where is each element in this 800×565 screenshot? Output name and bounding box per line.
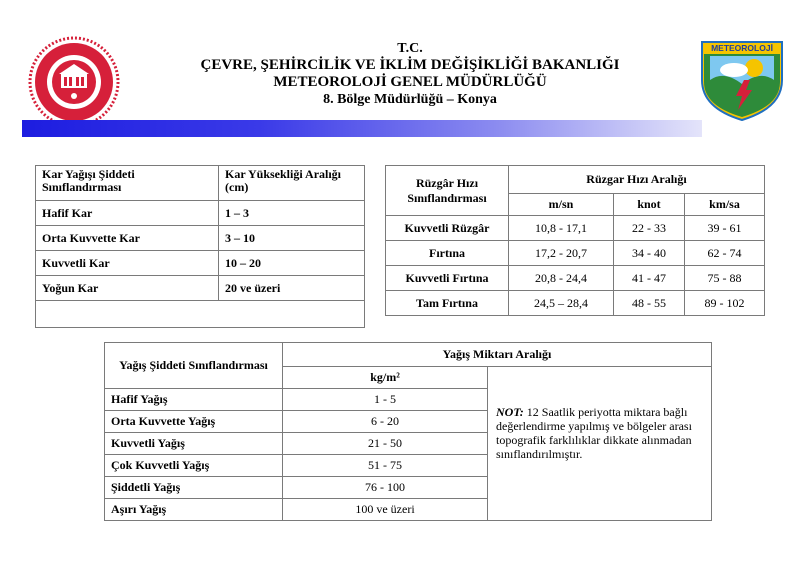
rain-row-value: 6 - 20	[283, 411, 488, 433]
snow-row-value: 20 ve üzeri	[219, 276, 365, 301]
wind-row-kmh: 62 - 74	[685, 241, 765, 266]
table-row	[386, 241, 765, 266]
wind-speed-table	[385, 165, 765, 316]
rain-row-label: Şiddetli Yağış	[105, 477, 283, 499]
snow-header-label: Kar Yağışı Şiddeti Sınıflandırması	[36, 166, 219, 201]
wind-row-ms: 20,8 - 24,4	[509, 266, 614, 291]
snow-row-value: 1 – 3	[219, 201, 365, 226]
wind-unit-kmh: km/sa	[685, 194, 765, 216]
table-row	[36, 276, 365, 301]
rain-intensity-table	[104, 342, 712, 521]
wind-row-kmh: 75 - 88	[685, 266, 765, 291]
rain-header-range: Yağış Miktarı Aralığı	[283, 343, 712, 367]
title-line-4: 8. Bölge Müdürlüğü – Konya	[323, 92, 497, 107]
wind-row-label: Tam Fırtına	[386, 291, 509, 316]
header	[0, 0, 800, 140]
snow-intensity-table	[35, 165, 365, 328]
rain-row-value: 100 ve üzeri	[283, 499, 488, 521]
meteorology-logo	[700, 40, 784, 122]
wind-row-ms: 24,5 – 28,4	[509, 291, 614, 316]
snow-empty-cell	[36, 301, 365, 328]
header-title	[130, 40, 690, 108]
rain-note	[488, 367, 712, 521]
table-row-empty	[36, 301, 365, 328]
wind-row-kmh: 39 - 61	[685, 216, 765, 241]
rain-row-value: 21 - 50	[283, 433, 488, 455]
rain-row-value: 51 - 75	[283, 455, 488, 477]
wind-header-range: Rüzgar Hızı Aralığı	[509, 166, 765, 194]
rain-unit: kg/m²	[283, 367, 488, 389]
rain-row-label: Kuvvetli Yağış	[105, 433, 283, 455]
table-row	[386, 266, 765, 291]
wind-row-ms: 17,2 - 20,7	[509, 241, 614, 266]
wind-row-label: Kuvvetli Fırtına	[386, 266, 509, 291]
wind-row-knot: 41 - 47	[614, 266, 685, 291]
note-text: 12 Saatlik periyotta miktara bağlı değerlendirme yapılmış ve bölgeler arası topografik farklılıklar dikkate alınmadan sınıflandırılmıştır.	[496, 405, 692, 461]
rain-header-label: Yağış Şiddeti Sınıflandırması	[105, 343, 283, 389]
rain-row-label: Aşırı Yağış	[105, 499, 283, 521]
table-row	[386, 216, 765, 241]
wind-row-label: Kuvvetli Rüzgâr	[386, 216, 509, 241]
wind-header-label: Rüzgâr Hızı Sınıflandırması	[386, 166, 509, 216]
wind-row-label: Fırtına	[386, 241, 509, 266]
table-row	[386, 291, 765, 316]
wind-row-kmh: 89 - 102	[685, 291, 765, 316]
wind-row-ms: 10,8 - 17,1	[509, 216, 614, 241]
meteorology-logo-text: METEOROLOJİ	[711, 43, 773, 53]
snow-row-label: Orta Kuvvette Kar	[36, 226, 219, 251]
rain-row-label: Orta Kuvvette Yağış	[105, 411, 283, 433]
note-label: NOT:	[496, 405, 524, 419]
wind-unit-knot: knot	[614, 194, 685, 216]
wind-row-knot: 22 - 33	[614, 216, 685, 241]
snow-row-label: Hafif Kar	[36, 201, 219, 226]
table-row	[36, 226, 365, 251]
rain-row-label: Çok Kuvvetli Yağış	[105, 455, 283, 477]
header-gradient-band	[22, 120, 702, 137]
wind-row-knot: 48 - 55	[614, 291, 685, 316]
wind-unit-ms: m/sn	[509, 194, 614, 216]
snow-row-label: Kuvvetli Kar	[36, 251, 219, 276]
rain-row-value: 1 - 5	[283, 389, 488, 411]
rain-row-value: 76 - 100	[283, 477, 488, 499]
title-line-2: ÇEVRE, ŞEHİRCİLİK VE İKLİM DEĞİŞİKLİĞİ BAKANLIĞI	[200, 57, 620, 73]
snow-row-value: 10 – 20	[219, 251, 365, 276]
table-row	[36, 251, 365, 276]
ministry-logo	[28, 36, 120, 128]
snow-row-label: Yoğun Kar	[36, 276, 219, 301]
title-line-3: METEOROLOJİ GENEL MÜDÜRLÜĞÜ	[273, 74, 547, 90]
wind-row-knot: 34 - 40	[614, 241, 685, 266]
title-line-1: T.C.	[397, 41, 423, 56]
snow-header-range: Kar Yüksekliği Aralığı (cm)	[219, 166, 365, 201]
snow-row-value: 3 – 10	[219, 226, 365, 251]
table-row	[36, 201, 365, 226]
rain-row-label: Hafif Yağış	[105, 389, 283, 411]
